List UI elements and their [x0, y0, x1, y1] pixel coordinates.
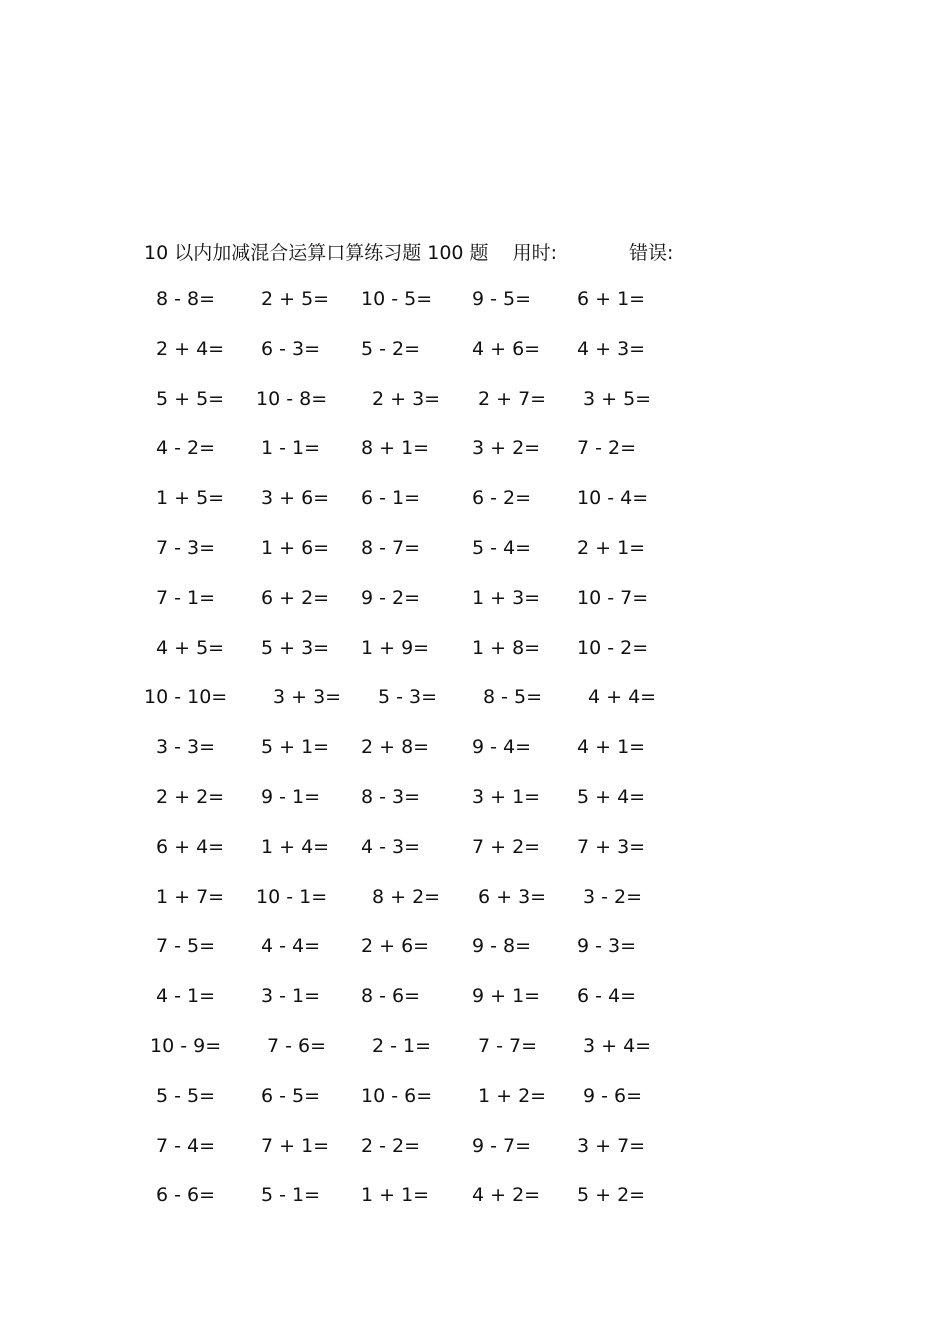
- problem-item: 3 + 7=: [577, 1134, 646, 1157]
- problem-item: 3 + 3=: [273, 686, 342, 709]
- problem-item: 1 + 5=: [156, 487, 225, 510]
- problem-item: 6 - 5=: [261, 1084, 321, 1107]
- problem-row: [144, 334, 704, 384]
- worksheet-title: 10 以内加减混合运算口算练习题 100 题: [144, 241, 489, 264]
- problem-row: [144, 433, 704, 483]
- problem-item: 10 - 7=: [577, 586, 649, 609]
- problem-item: 2 + 1=: [577, 536, 646, 559]
- problem-item: 10 - 6=: [361, 1084, 433, 1107]
- problem-item: 9 - 1=: [261, 785, 321, 808]
- problem-item: 7 - 2=: [577, 437, 637, 460]
- problem-item: 6 + 3=: [478, 885, 547, 908]
- problem-item: 1 + 6=: [261, 536, 330, 559]
- problem-item: 9 - 3=: [577, 935, 637, 958]
- problem-row: [144, 882, 704, 932]
- problem-item: 10 - 10=: [144, 686, 228, 709]
- problem-item: 9 - 5=: [472, 288, 532, 310]
- problem-item: 8 - 8=: [156, 288, 216, 310]
- problem-item: 1 + 7=: [156, 885, 225, 908]
- problem-item: 1 + 4=: [261, 835, 330, 858]
- problem-item: 6 + 4=: [156, 835, 225, 858]
- problem-item: 6 + 2=: [261, 586, 330, 609]
- problem-row: [144, 1131, 704, 1181]
- problem-item: 8 - 3=: [361, 785, 421, 808]
- problem-item: 9 + 1=: [472, 985, 541, 1008]
- problem-item: 3 + 6=: [261, 487, 330, 510]
- problem-row: [144, 483, 704, 533]
- problem-item: 7 - 5=: [156, 935, 216, 958]
- problem-item: 5 - 2=: [361, 337, 421, 360]
- problem-item: 9 - 2=: [361, 586, 421, 609]
- problem-item: 2 - 1=: [372, 1034, 432, 1057]
- problem-item: 3 - 2=: [583, 885, 643, 908]
- problem-item: 2 + 8=: [361, 736, 430, 759]
- problem-item: 7 + 3=: [577, 835, 646, 858]
- problem-item: 3 + 1=: [472, 785, 541, 808]
- problem-item: 7 - 4=: [156, 1134, 216, 1157]
- problem-item: 7 - 3=: [156, 536, 216, 559]
- problem-item: 4 - 1=: [156, 985, 216, 1008]
- problem-item: 4 + 5=: [156, 636, 225, 659]
- problem-item: 7 - 7=: [478, 1034, 538, 1057]
- problem-row: [144, 384, 704, 434]
- problem-grid: [144, 284, 704, 1230]
- problem-row: [144, 832, 704, 882]
- problem-item: 4 + 2=: [472, 1184, 541, 1207]
- problem-item: 6 - 1=: [361, 487, 421, 510]
- problem-item: 4 + 4=: [588, 686, 657, 709]
- problem-item: 6 - 4=: [577, 985, 637, 1008]
- problem-item: 10 - 2=: [577, 636, 649, 659]
- worksheet-header: [144, 236, 673, 266]
- problem-item: 8 - 6=: [361, 985, 421, 1008]
- problem-item: 3 + 5=: [583, 387, 652, 410]
- problem-item: 2 + 7=: [478, 387, 547, 410]
- problem-row: [144, 981, 704, 1031]
- problem-item: 5 + 4=: [577, 785, 646, 808]
- problem-row: [144, 782, 704, 832]
- problem-item: 10 - 9=: [150, 1034, 222, 1057]
- problem-item: 10 - 1=: [256, 885, 328, 908]
- problem-row: [144, 633, 704, 683]
- problem-item: 3 + 2=: [472, 437, 541, 460]
- problem-row: [144, 1180, 704, 1230]
- problem-item: 5 + 2=: [577, 1184, 646, 1207]
- problem-item: 4 - 4=: [261, 935, 321, 958]
- problem-item: 8 + 1=: [361, 437, 430, 460]
- problem-item: 5 - 4=: [472, 536, 532, 559]
- problem-item: 9 - 8=: [472, 935, 532, 958]
- problem-item: 6 + 1=: [577, 288, 646, 310]
- problem-item: 9 - 4=: [472, 736, 532, 759]
- problem-item: 1 + 1=: [361, 1184, 430, 1207]
- problem-item: 3 - 1=: [261, 985, 321, 1008]
- problem-item: 6 - 3=: [261, 337, 321, 360]
- problem-row: [144, 1081, 704, 1131]
- problem-item: 3 + 4=: [583, 1034, 652, 1057]
- problem-item: 1 + 3=: [472, 586, 541, 609]
- problem-item: 1 + 2=: [478, 1084, 547, 1107]
- problem-item: 6 - 6=: [156, 1184, 216, 1207]
- problem-item: 2 + 6=: [361, 935, 430, 958]
- problem-item: 5 + 3=: [261, 636, 330, 659]
- problem-item: 10 - 4=: [577, 487, 649, 510]
- problem-item: 2 + 5=: [261, 288, 330, 310]
- errors-label: 错误:: [628, 241, 674, 264]
- problem-row: [144, 533, 704, 583]
- problem-row: [144, 732, 704, 782]
- problem-item: 4 + 1=: [577, 736, 646, 759]
- problem-row: [144, 931, 704, 981]
- problem-item: 7 + 1=: [261, 1134, 330, 1157]
- problem-item: 8 - 7=: [361, 536, 421, 559]
- problem-item: 1 - 1=: [261, 437, 321, 460]
- problem-item: 4 + 6=: [472, 337, 541, 360]
- problem-item: 9 - 7=: [472, 1134, 532, 1157]
- problem-row: [144, 583, 704, 633]
- problem-item: 7 - 1=: [156, 586, 216, 609]
- problem-row: [144, 284, 704, 334]
- problem-item: 4 - 2=: [156, 437, 216, 460]
- problem-item: 2 - 2=: [361, 1134, 421, 1157]
- problem-item: 1 + 9=: [361, 636, 430, 659]
- problem-item: 3 - 3=: [156, 736, 216, 759]
- problem-item: 5 + 1=: [261, 736, 330, 759]
- time-used-label: 用时:: [512, 241, 557, 264]
- problem-item: 8 - 5=: [483, 686, 543, 709]
- problem-item: 10 - 8=: [256, 387, 328, 410]
- problem-item: 2 + 3=: [372, 387, 441, 410]
- problem-item: 6 - 2=: [472, 487, 532, 510]
- problem-item: 5 - 5=: [156, 1084, 216, 1107]
- problem-item: 10 - 5=: [361, 288, 433, 310]
- problem-item: 4 + 3=: [577, 337, 646, 360]
- problem-item: 8 + 2=: [372, 885, 441, 908]
- problem-item: 2 + 2=: [156, 785, 225, 808]
- problem-row: [144, 682, 704, 732]
- problem-item: 9 - 6=: [583, 1084, 643, 1107]
- problem-item: 1 + 8=: [472, 636, 541, 659]
- problem-item: 5 - 3=: [378, 686, 438, 709]
- problem-item: 7 - 6=: [267, 1034, 327, 1057]
- problem-item: 4 - 3=: [361, 835, 421, 858]
- problem-item: 5 - 1=: [261, 1184, 321, 1207]
- problem-item: 7 + 2=: [472, 835, 541, 858]
- problem-row: [144, 1031, 704, 1081]
- problem-item: 5 + 5=: [156, 387, 225, 410]
- problem-item: 2 + 4=: [156, 337, 225, 360]
